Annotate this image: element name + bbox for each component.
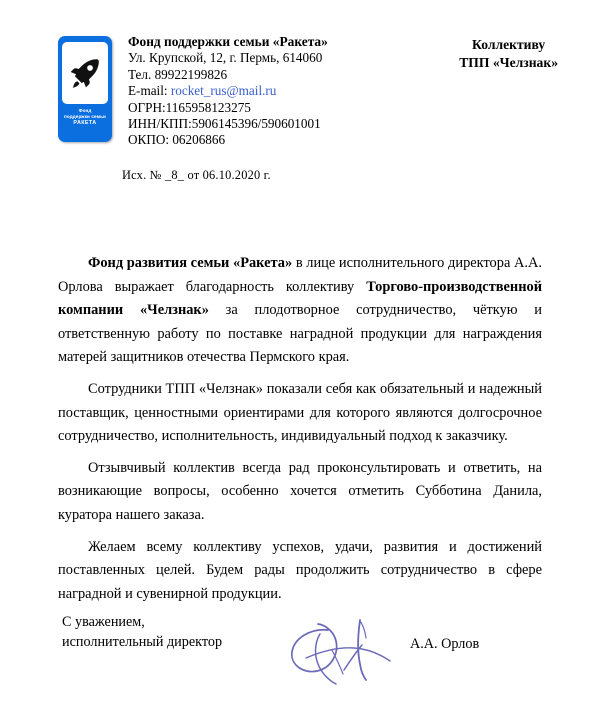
letter-body: [58, 252, 542, 606]
sender-inn-kpp: ИНН/КПП:5906145396/590601001: [128, 116, 321, 132]
paragraph-1-text-2: за плодотворное сотрудничество, чёткую и ответственную работу по поставке наградной продукции для награждения матерей защитников отечества Пермского края.: [58, 302, 542, 366]
signature-title: исполнительный директор: [62, 634, 223, 650]
sender-details: [128, 34, 328, 149]
sender-organization: Фонд поддержки семьи «Ракета»: [128, 34, 328, 49]
paragraph-1-bold-2: Торгово-производственной компании «Челзнак»: [58, 278, 542, 319]
email-label: E-mail: [128, 83, 164, 99]
paragraph-4: Желаем всему коллективу успехов, удачи, развития и достижений поставленных целей. Будем рады продолжить сотрудничество в сфере наградной и сувенирной продукции.: [58, 538, 542, 602]
paragraph-1-bold-1: Фонд развития семьи «Ракета»: [88, 255, 293, 271]
sender-phone: Тел. 89922199826: [128, 66, 228, 82]
logo-caption-line1: Фонд: [78, 108, 92, 113]
sender-address: Ул. Крупской, 12, г. Пермь, 614060: [128, 50, 323, 66]
logo-container: [58, 36, 116, 142]
email-link[interactable]: rocket_rus@mail.ru: [170, 83, 277, 99]
outgoing-reference: Исх. № _8_ от 06.10.2020 г.: [122, 168, 271, 182]
signatory-name: А.А. Орлов: [410, 636, 480, 652]
logo-caption-line2: поддержки семьи: [64, 114, 106, 119]
paragraph-2: Сотрудники ТПП «Челзнак» показали себя как обязательный и надежный поставщик, ценностными ориентирами для которого являются долгосрочное сотрудничество, исполнительность, индивидуальный подход к заказчику.: [58, 380, 542, 445]
sender-ogrn: ОГРН:1165958123275: [128, 99, 251, 115]
addressee-line2: ТПП «Челзнак»: [459, 55, 558, 70]
paragraph-1: [58, 252, 542, 370]
rocket-icon: [68, 56, 102, 90]
logo-tile: [62, 42, 108, 104]
company-logo: [58, 36, 112, 142]
signature-closing: С уважением,: [62, 614, 145, 630]
paragraph-1-text-1: в лице исполнительного директора А.А. Орлова выражает благодарность коллективу: [58, 255, 542, 295]
addressee-block: [459, 36, 558, 72]
addressee-line1: Коллективу: [472, 37, 546, 52]
signature-block: [62, 612, 552, 692]
paragraph-3: Отзывчивый коллектив всегда рад проконсультировать и ответить, на возникающие вопросы, особенно хочется отметить Субботина Данила, куратора нашего заказа.: [58, 459, 542, 523]
logo-caption-line3: РАКЕТА: [73, 120, 97, 126]
handwritten-signature-icon: [284, 614, 404, 688]
letterhead: [58, 34, 580, 149]
sender-okpo: ОКПО: 06206866: [128, 132, 226, 148]
logo-caption: [62, 108, 108, 126]
sender-email-row: E-mail: rocket_rus@mail.ru: [128, 83, 277, 99]
signature-closing-lines: [62, 612, 222, 652]
